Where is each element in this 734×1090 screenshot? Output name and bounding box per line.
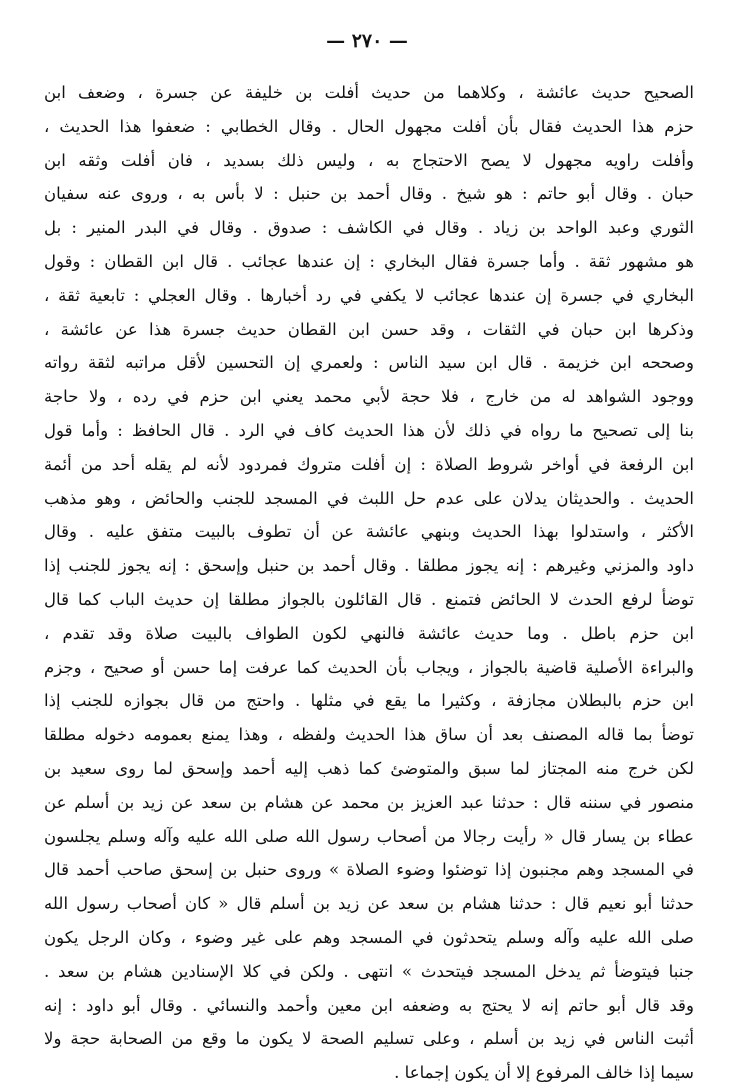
text-line: ابن حزم بالبطلان مجازفة ، وكثيرا ما يقع في مثلها . واحتج من قال بجوازه للجنب إذا [44,691,694,711]
text-line: منصور في سننه قال : حدثنا عبد العزيز بن محمد عن هشام بن سعد عن زيد بن أسلم عن [44,792,694,812]
text-line: الصحيح حديث عائشة ، وكلاهما من حديث أفلت بن خليفة عن جسرة ، وضعف ابن [44,83,694,102]
text-line: بنا إلى تصحيح ما رواه في ذلك لأن هذا الحديث كاف في الرد . قال الحافظ : وأما قول [44,420,694,440]
body-text [44,76,694,1090]
text-line: وقد قال أبو حاتم إنه لا يحتج به وضعفه ابن معين وأحمد والنسائي . وقال أبو داود : إنه [44,995,694,1015]
text-line: توضأ لرفع الحدث لا الحائض فتمنع . قال القائلون بالجواز مطلقا إن حديث الباب كما قال [44,589,694,609]
text-line: وذكرها ابن حبان في الثقات ، وقد حسن ابن القطان حديث جسرة هذا عن عائشة ، [44,319,694,339]
page-number: — ٢٧٠ — [326,30,408,52]
text-line: توضأ بما قاله المصنف بعد أن ساق هذا الحديث ولفظه ، وهذا يمنع بعمومه دخوله مطلقا [44,725,694,745]
text-line: في المسجد وهم مجنبون إذا توضئوا وضوء الصلاة » وروى حنبل بن إسحق صاحب أحمد قال [44,860,694,880]
text-line: وصححه ابن خزيمة . قال ابن سيد الناس : ولعمري إن التحسين لأقل مراتبه لثقة رواته [44,353,694,373]
text-line: هو مشهور ثقة . وأما جسرة فقال البخاري : إن عندها عجائب . قال ابن القطان : وقول [44,251,694,271]
text-line: عطاء بن يسار قال « رأيت رجالا من أصحاب رسول الله صلى الله عليه وآله وسلم يجلسون [44,826,694,846]
text-line: البخاري في جسرة إن عندها عجائب لا يكفي في رد أخبارها . وقال العجلي : تابعية ثقة ، [44,285,694,305]
text-line: لكن خرج منه المجتاز لما سبق والمتوضئ كما ذهب إليه أحمد وإسحق لما روى سعيد بن [44,758,694,778]
text-line: ابن حزم باطل . وما حديث عائشة فالنهي لكون الطواف بالبيت صلاة وقد تقدم ، [44,623,694,643]
text-line-last: سيما إذا خالف المرفوع إلا أن يكون إجماعا . [394,1063,694,1083]
text-line: ابن الرفعة في أواخر شروط الصلاة : إن أفلت متروك فمردود لأنه لم يقله أحد من أئمة [44,454,694,474]
text-line: الثوري وعبد الواحد بن زياد . وقال في الكاشف : صدوق . وقال في البدر المنير : بل [44,218,694,238]
text-line: الحديث . والحديثان يدلان على عدم حل اللبث في المسجد للجنب والحائض ، وهو مذهب [44,488,694,508]
text-line: ووجود الشواهد له من خارج ، فلا حجة لأبي محمد يعني ابن حزم في رده ، ولا حاجة [44,387,694,407]
text-line: جنبا فيتوضأ ثم يدخل المسجد فيتحدث » انتهى . ولكن في كلا الإسنادين هشام بن سعد . [44,961,694,981]
text-line: حزم هذا الحديث فقال بأن أفلت مجهول الحال . وقال الخطابي : ضعفوا هذا الحديث ، [44,116,694,136]
text-line: والبراءة الأصلية قاضية بالجواز ، ويجاب بأن الحديث كما عرفت إما حسن أو صحيح ، وجزم [44,657,694,677]
text-line: أثبت الناس في زيد بن أسلم ، وعلى تسليم الصحة لا يكون ما وقع من الصحابة حجة ولا [44,1029,694,1049]
text-line: داود والمزني وغيرهم : إنه يجوز مطلقا . وقال أحمد بن حنبل وإسحق : إنه يجوز للجنب إذا [44,556,694,576]
text-line: حدثنا أبو نعيم قال : حدثنا هشام بن سعد عن زيد بن أسلم قال « كان أصحاب رسول الله [44,894,694,914]
text-line: الأكثر ، واستدلوا بهذا الحديث وبنهي عائشة عن أن تطوف بالبيت متفق عليه . وقال [44,522,694,542]
text-line: صلى الله عليه وآله وسلم يتحدثون في المسجد وهم على غير وضوء ، وكان الرجل يكون [44,927,694,947]
text-line: حبان . وقال أبو حاتم : هو شيخ . وقال أحمد بن حنبل : لا بأس به ، وروى عنه سفيان [44,184,694,204]
text-line: وأفلت راويه مجهول لا يصح الاحتجاج به ، وليس ذلك بسديد ، فان أفلت وثقه ابن [44,150,694,170]
